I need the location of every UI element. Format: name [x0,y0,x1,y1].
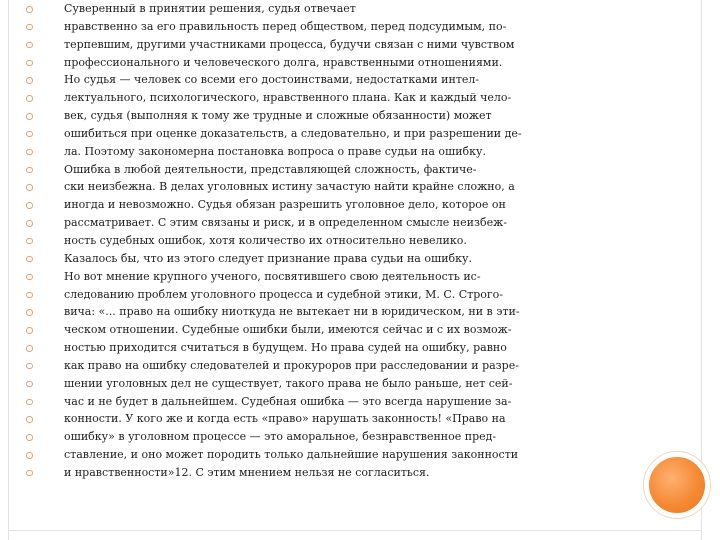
line-text: рассматривает. С этим связаны и риск, и в определенном смысле неизбеж- [64,216,507,230]
text-line [26,214,666,232]
bullet-icon [26,167,33,174]
line-text: иногда и невозможно. Судья обязан разрешить уголовное дело, которое он [64,198,506,212]
text-line [26,89,666,107]
line-text: ность судебных ошибок, хотя количество их относительно невелико. [64,233,467,247]
text-line [26,268,666,286]
line-text: Но вот мнение крупного ученого, посвятившего свою деятельность ис- [64,269,481,283]
text-line [26,428,666,446]
bullet-icon [26,452,33,459]
bullet-icon [26,327,33,334]
text-line [26,36,666,54]
text-line [26,107,666,125]
bullet-icon [26,42,33,49]
line-text: ческом отношении. Судебные ошибки были, имеются сейчас и с их возмож- [64,323,512,337]
line-text: час и не будет в дальнейшем. Судебная ошибка — это всегда нарушение за- [64,394,512,408]
line-text: как право на ошибку следователей и прокуроров при расследовании и разре- [64,358,519,372]
bullet-icon [26,292,33,299]
text-line [26,410,666,428]
text-line [26,178,666,196]
text-line [26,303,666,321]
bullet-icon [26,399,33,406]
bullet-icon [26,24,33,31]
bullet-icon [26,113,33,120]
bullet-icon [26,256,33,263]
bullet-icon [26,95,33,102]
bullet-icon [26,470,33,477]
orange-orb-decoration [644,452,710,518]
text-line [26,161,666,179]
bullet-icon [26,6,33,13]
bullet-icon [26,381,33,388]
line-text: ла. Поэтому закономерна постановка вопроса о праве судьи на ошибку. [64,144,487,158]
slide-frame-right [701,0,702,540]
line-text: век, судья (выполняя к тому же трудные и сложные обязанности) может [64,109,492,123]
line-text: ошибку» в уголовном процессе — это аморальное, безнравственное пред- [64,430,497,444]
line-text: профессионального и человеческого долга, нравственными отношениями. [64,55,503,69]
line-text: Ошибка в любой деятельности, представляющей сложность, фактиче- [64,162,477,176]
text-line [26,250,666,268]
line-text: ностью приходится считаться в будущем. Но права судей на ошибку, равно [64,341,507,355]
text-line [26,464,666,482]
line-text: Казалось бы, что из этого следует признание права судьи на ошибку. [64,251,473,265]
bullet-icon [26,416,33,423]
text-line [26,71,666,89]
line-text: Но судья — человек со всеми его достоинствами, недостатками интел- [64,73,480,87]
bullet-icon [26,77,33,84]
line-text: терпевшим, другими участниками процесса, будучи связан с ними чувством [64,37,515,51]
bullet-icon [26,434,33,441]
bullet-icon [26,149,33,156]
text-line [26,143,666,161]
bullet-icon [26,184,33,191]
text-line [26,321,666,339]
text-line [26,125,666,143]
line-text: конности. У кого же и когда есть «право» нарушать законность! «Право на [64,412,506,426]
bullet-icon [26,309,33,316]
line-text: следованию проблем уголовного процесса и судебной этики, М. С. Строго- [64,287,504,301]
text-line [26,357,666,375]
text-line [26,446,666,464]
text-line [26,196,666,214]
line-text: Суверенный в принятии решения, судья отвечает [64,2,356,15]
bullet-icon [26,202,33,209]
bullet-icon [26,220,33,227]
line-text: лектуального, психологического, нравственного плана. Как и каждый чело- [64,91,512,105]
bullet-icon [26,60,33,67]
slide-text-body [26,0,666,482]
slide-frame-left [8,0,9,540]
line-text: ошибиться при оценке доказательств, а следовательно, и при разрешении де- [64,126,522,140]
text-line [26,393,666,411]
line-text: вича: «... право на ошибку ниоткуда не вытекает ни в юридическом, ни в эти- [64,305,520,319]
bullet-icon [26,345,33,352]
slide-frame-bottom [8,530,702,531]
text-line [26,286,666,304]
line-text: ски неизбежна. В делах уголовных истину зачастую найти крайне сложно, а [64,180,515,194]
bullet-icon [26,238,33,245]
line-text: нравственно за его правильность перед обществом, перед подсудимым, по- [64,19,507,33]
text-line [26,232,666,250]
line-text: шении уголовных дел не существует, такого права не было раньше, нет сей- [64,376,513,390]
line-text: ставление, и оно может породить только дальнейшие нарушения законности [64,448,519,462]
text-line [26,339,666,357]
bullet-icon [26,131,33,138]
text-line [26,0,666,18]
bullet-icon [26,274,33,281]
text-line [26,18,666,36]
bullet-icon [26,363,33,370]
text-line [26,375,666,393]
text-line [26,54,666,72]
line-text: и нравственности»12. С этим мнением нельзя не согласиться. [64,465,430,479]
